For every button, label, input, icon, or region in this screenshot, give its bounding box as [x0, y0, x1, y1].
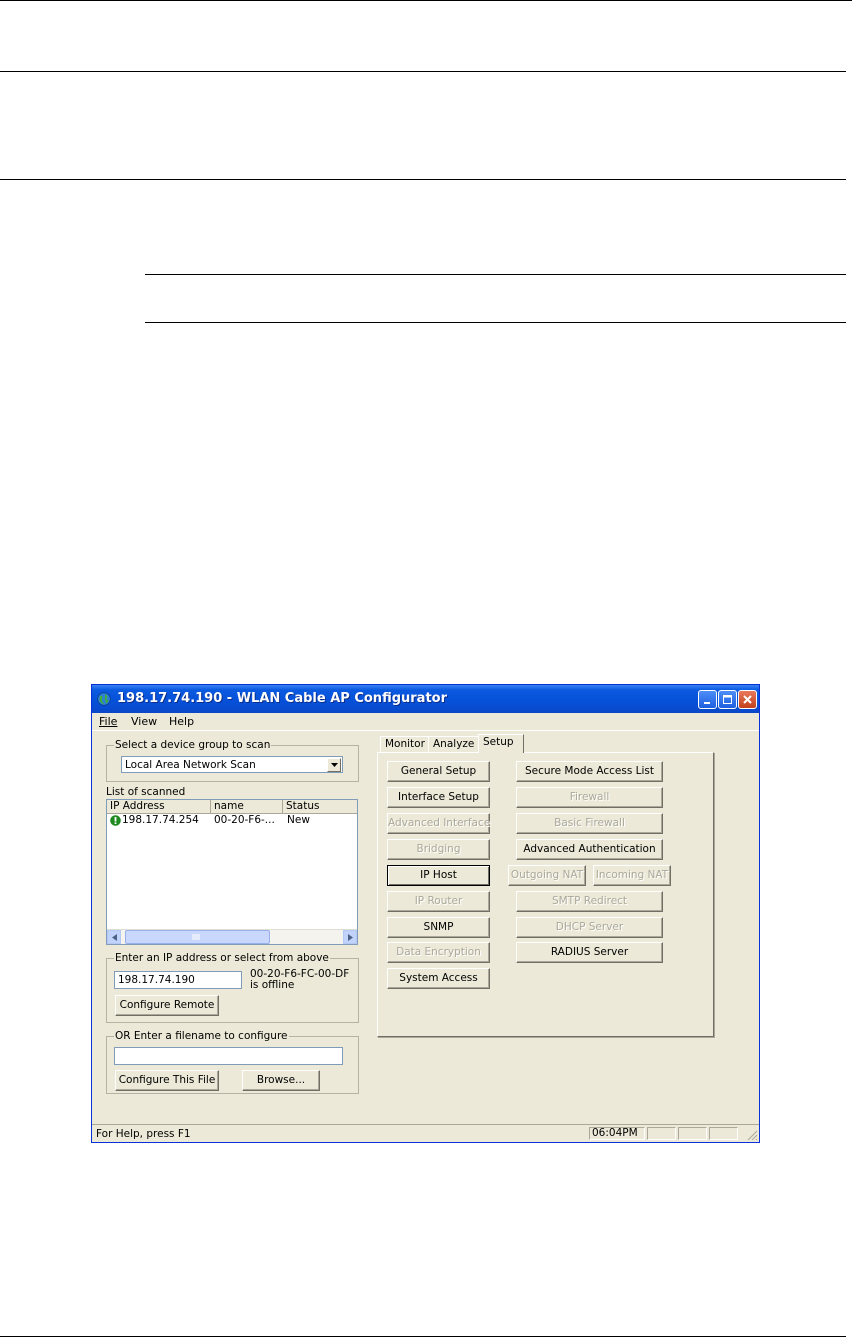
outgoing-nat-button[interactable]: Outgoing NAT	[508, 865, 586, 886]
scan-group-label: Select a device group to scan	[115, 739, 271, 751]
cell-status: New	[287, 814, 310, 826]
setup-tab-panel	[377, 752, 714, 1037]
ip-group-box	[106, 952, 359, 1023]
footer-rule	[0, 1336, 846, 1337]
ip-address-input[interactable]: 198.17.74.190	[114, 971, 242, 989]
status-bar	[92, 1124, 759, 1142]
maximize-button[interactable]	[718, 690, 737, 709]
indent-rule-1	[145, 274, 846, 275]
scroll-left-button[interactable]	[107, 930, 121, 944]
ip-host-button[interactable]: IP Host	[387, 865, 490, 886]
system-access-button[interactable]: System Access	[387, 968, 490, 989]
dropdown-button[interactable]	[327, 758, 341, 772]
status-pane-2	[678, 1127, 707, 1140]
bridging-button[interactable]: Bridging	[387, 839, 490, 860]
list-item[interactable]	[107, 814, 357, 827]
header-rule-top	[0, 0, 852, 1]
grip-icon	[192, 934, 200, 940]
chevron-down-icon	[331, 763, 338, 767]
header-rule-1	[0, 71, 846, 72]
interface-setup-button[interactable]: Interface Setup	[387, 787, 490, 808]
ip-group-label: Enter an IP address or select from above	[115, 952, 329, 964]
configure-file-button[interactable]: Configure This File	[115, 1070, 219, 1091]
cell-name: 00-20-F6-...	[214, 814, 275, 826]
snmp-button[interactable]: SNMP	[387, 917, 490, 938]
basic-firewall-button[interactable]: Basic Firewall	[516, 813, 663, 834]
tab-setup[interactable]: Setup	[478, 734, 524, 753]
smtp-redirect-button[interactable]: SMTP Redirect	[516, 891, 663, 912]
scroll-right-button[interactable]	[343, 930, 357, 944]
close-button[interactable]	[738, 690, 757, 709]
indent-rule-2	[145, 322, 846, 323]
scan-group-box	[106, 739, 359, 782]
globe-icon	[97, 692, 111, 706]
data-encryption-button[interactable]: Data Encryption	[387, 942, 490, 963]
firewall-button[interactable]: Firewall	[516, 787, 663, 808]
chevron-left-icon	[112, 934, 117, 941]
alert-status-icon	[110, 815, 121, 826]
window-title: 198.17.74.190 - WLAN Cable AP Configurator	[117, 691, 448, 706]
file-group-box	[106, 1030, 359, 1094]
menu-file[interactable]: File	[99, 715, 118, 728]
scanned-list[interactable]	[106, 799, 358, 945]
maximize-icon	[721, 693, 734, 706]
title-bar[interactable]	[92, 685, 759, 713]
secure-mode-access-list-button[interactable]: Secure Mode Access List	[516, 761, 663, 782]
browse-button[interactable]: Browse...	[242, 1070, 320, 1091]
filename-input[interactable]	[114, 1047, 343, 1065]
advanced-authentication-button[interactable]: Advanced Authentication	[516, 839, 663, 860]
scan-group-select[interactable]	[121, 756, 343, 773]
status-pane-3	[709, 1127, 738, 1140]
minimize-icon	[701, 693, 714, 706]
general-setup-button[interactable]: General Setup	[387, 761, 490, 782]
resize-grip-icon[interactable]	[746, 1129, 758, 1141]
configure-remote-button[interactable]: Configure Remote	[115, 995, 219, 1016]
menu-help[interactable]: Help	[169, 715, 195, 728]
ip-router-button[interactable]: IP Router	[387, 891, 490, 912]
header-rule-2	[0, 179, 846, 180]
advanced-interface-button[interactable]: Advanced Interface	[387, 813, 490, 834]
status-help-text: For Help, press F1	[96, 1128, 191, 1140]
chevron-right-icon	[348, 934, 353, 941]
close-icon	[741, 693, 754, 706]
status-time: 06:04PM	[589, 1127, 645, 1140]
scanned-list-label: List of scanned	[106, 786, 186, 798]
column-name[interactable]: name	[211, 800, 283, 813]
minimize-button[interactable]	[698, 690, 717, 709]
device-offline-info: 00-20-F6-FC-00-DF is offline	[250, 968, 350, 991]
status-pane-1	[647, 1127, 676, 1140]
menu-bar	[92, 713, 759, 731]
incoming-nat-button[interactable]: Incoming NAT	[593, 865, 671, 886]
cell-ip: 198.17.74.254	[122, 814, 199, 826]
tab-monitor[interactable]: Monitor	[380, 736, 430, 752]
scroll-thumb[interactable]	[125, 930, 270, 944]
configurator-window	[91, 684, 760, 1143]
horizontal-scrollbar[interactable]	[107, 929, 357, 944]
scan-group-selected: Local Area Network Scan	[125, 759, 256, 771]
menu-view[interactable]: View	[131, 715, 158, 728]
column-status[interactable]: Status	[286, 800, 320, 812]
dhcp-server-button[interactable]: DHCP Server	[516, 917, 663, 938]
radius-server-button[interactable]: RADIUS Server	[516, 942, 663, 963]
list-header	[107, 800, 357, 814]
tab-analyze[interactable]: Analyze	[428, 736, 479, 752]
column-ip-address[interactable]: IP Address	[107, 800, 211, 813]
file-group-label: OR Enter a filename to configure	[115, 1030, 288, 1042]
